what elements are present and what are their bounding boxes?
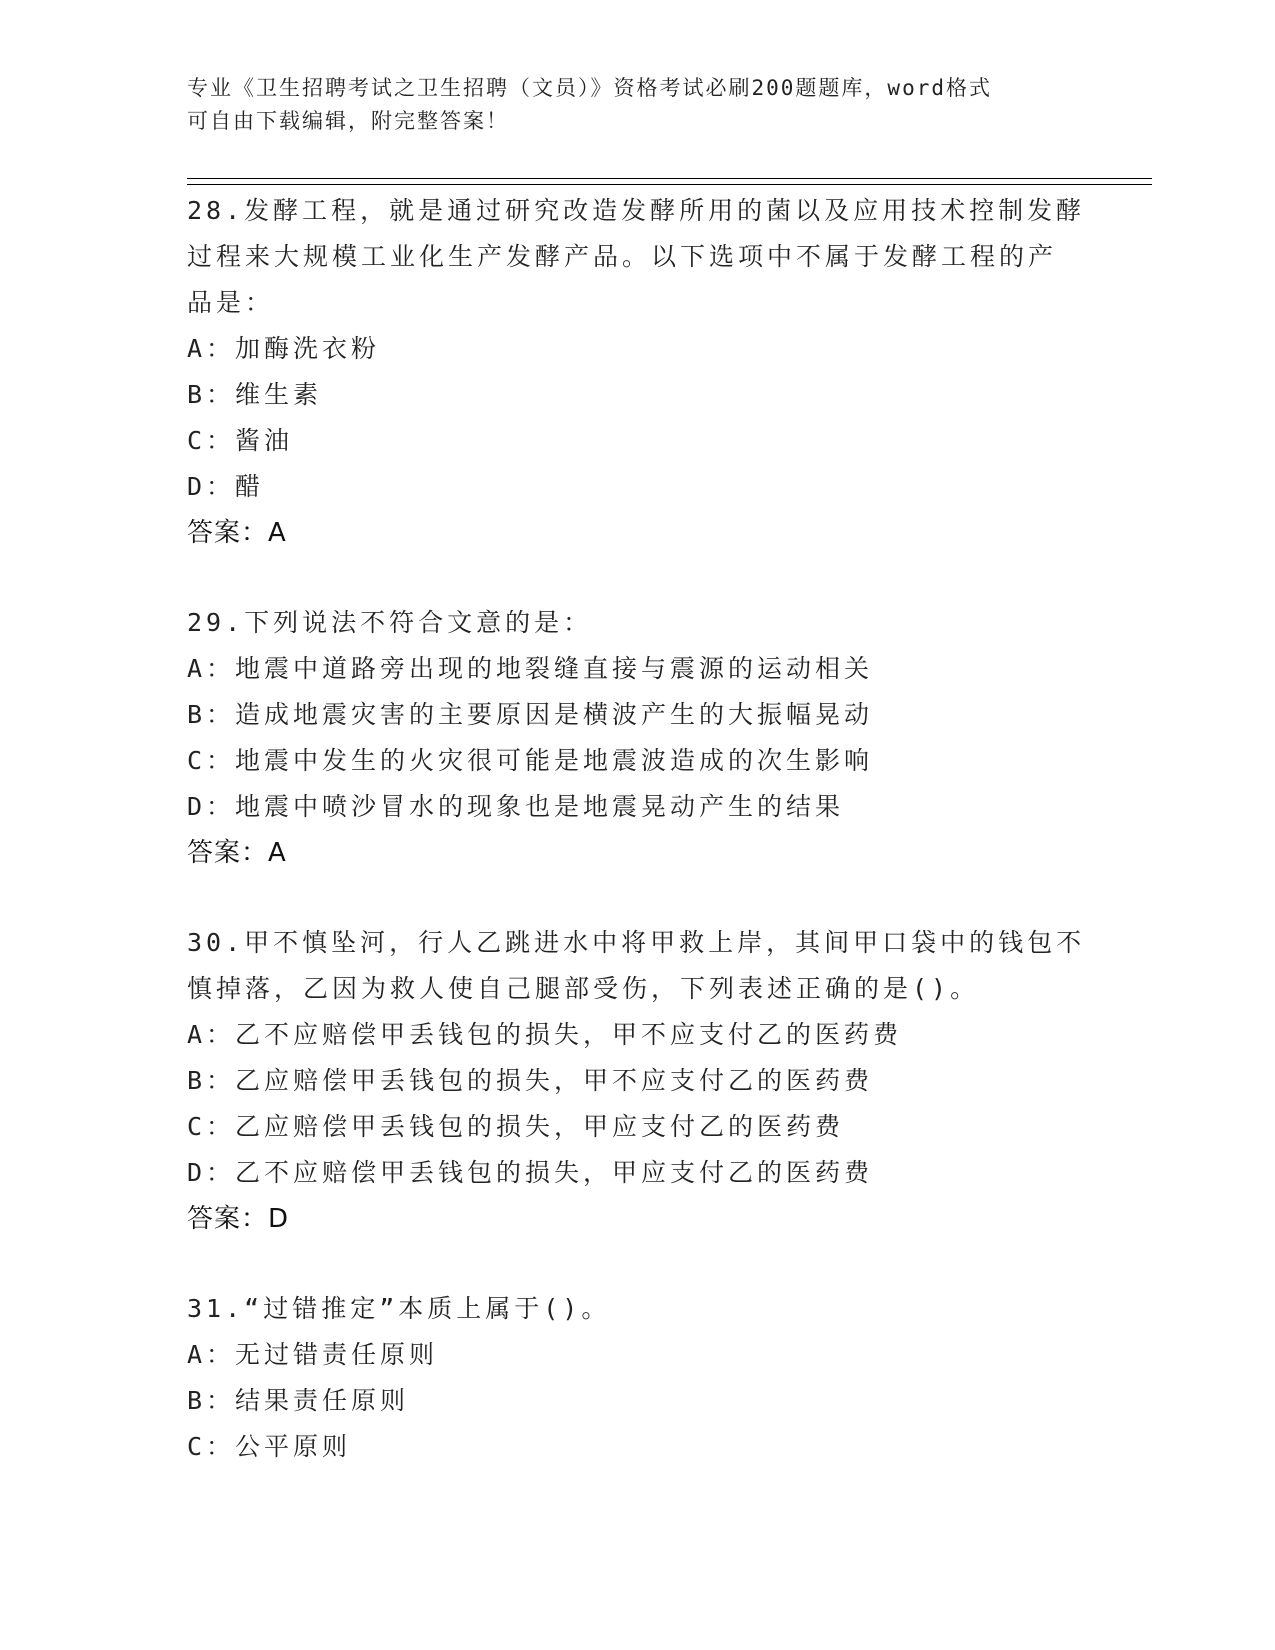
option-d: D：乙不应赔偿甲丢钱包的损失，甲应支付乙的医药费 [187,1158,874,1187]
answer-label: 答案：D [187,1204,290,1234]
question-30 [187,920,1087,1242]
question-stem-line: 过程来大规模工业化生产发酵产品。以下选项中不属于发酵工程的产 [187,242,1058,271]
option-a: A：地震中道路旁出现的地裂缝直接与震源的运动相关 [187,654,874,683]
document-header [187,72,1087,138]
question-stem-line: 慎掉落，乙因为救人使自己腿部受伤，下列表述正确的是()。 [187,974,980,1003]
question-28 [187,188,1087,556]
option-d: D：地震中喷沙冒水的现象也是地震晃动产生的结果 [187,792,845,821]
option-b: B：结果责任原则 [187,1386,410,1415]
option-b: B：乙应赔偿甲丢钱包的损失，甲不应支付乙的医药费 [187,1066,874,1095]
spacer [187,876,1087,920]
answer-label: 答案：A [187,838,287,868]
option-d: D：醋 [187,472,265,501]
question-stem-line: 品是： [187,288,275,317]
option-b: B：维生素 [187,380,323,409]
question-stem-line: 31.“过错推定”本质上属于()。 [187,1294,611,1323]
option-a: A：无过错责任原则 [187,1340,439,1369]
question-29 [187,600,1087,876]
option-c: C：酱油 [187,426,294,455]
header-divider-bottom [187,184,1152,185]
header-line-1: 专业《卫生招聘考试之卫生招聘（文员）》资格考试必刷200题题库，word格式 [187,76,992,100]
spacer [187,1242,1087,1286]
question-stem-line: 29.下列说法不符合文意的是： [187,608,593,637]
question-31 [187,1286,1087,1470]
option-c: C：地震中发生的火灾很可能是地震波造成的次生影响 [187,746,874,775]
option-c: C：乙应赔偿甲丢钱包的损失，甲应支付乙的医药费 [187,1112,845,1141]
question-stem-line: 28.发酵工程，就是通过研究改造发酵所用的菌以及应用技术控制发酵 [187,196,1086,225]
header-divider-top [187,178,1152,179]
answer-label: 答案：A [187,518,287,548]
option-a: A：乙不应赔偿甲丢钱包的损失，甲不应支付乙的医药费 [187,1020,903,1049]
header-line-2: 可自由下载编辑，附完整答案！ [187,109,509,133]
spacer [187,556,1087,600]
option-a: A：加酶洗衣粉 [187,334,381,363]
option-b: B：造成地震灾害的主要原因是横波产生的大振幅晃动 [187,700,874,729]
option-c: C：公平原则 [187,1432,352,1461]
question-list [187,188,1087,1470]
question-stem-line: 30.甲不慎坠河，行人乙跳进水中将甲救上岸，其间甲口袋中的钱包不 [187,928,1086,957]
